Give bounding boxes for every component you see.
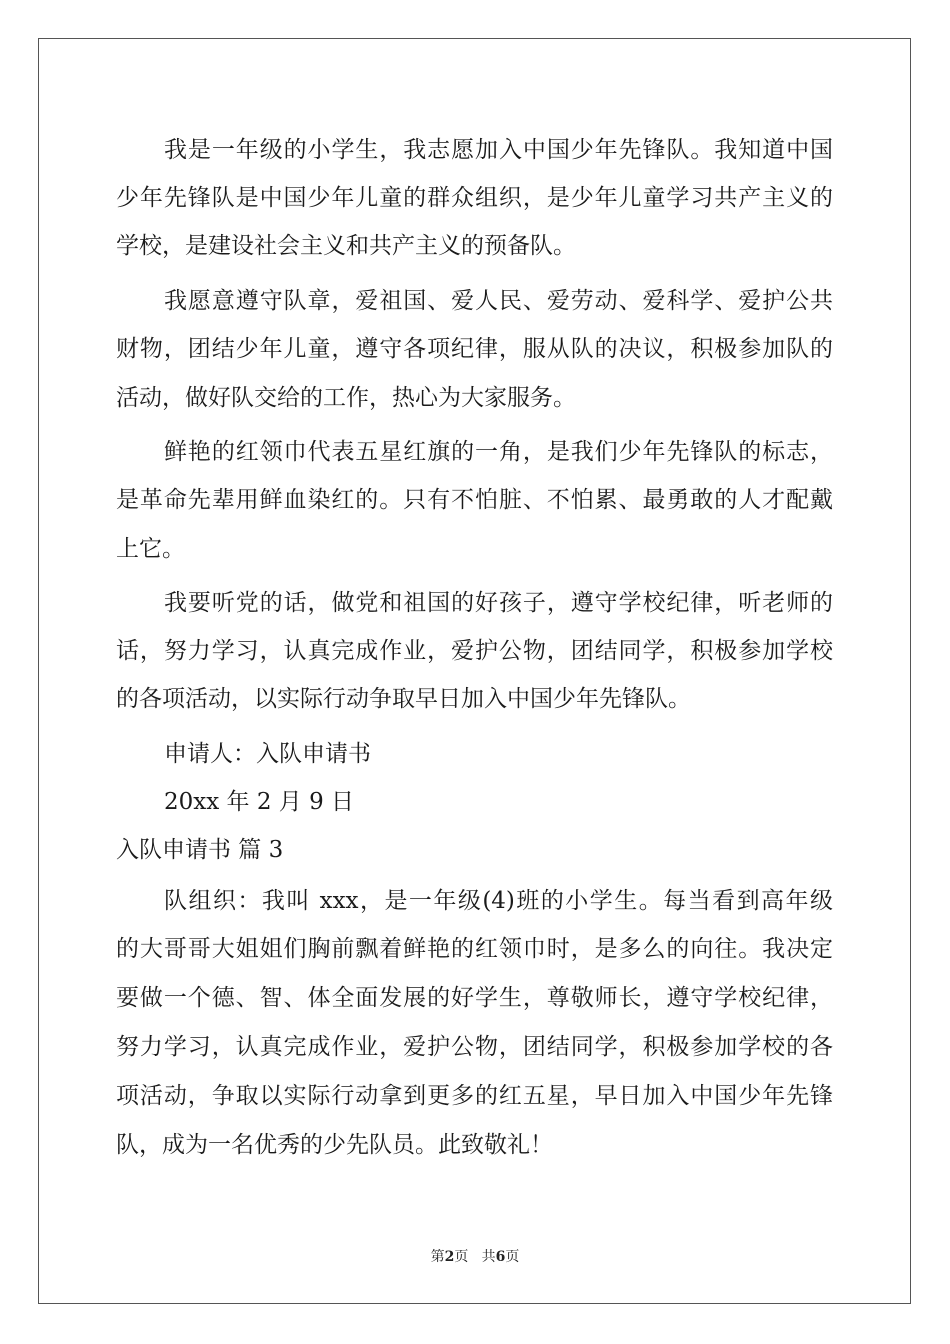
paragraph-4-line-3: 的各项活动，以实际行动争取早日加入中国少年先锋队。 <box>116 686 691 712</box>
footer-total-prefix: 共 <box>481 1249 496 1265</box>
paragraph-3-line-1: 鲜艳的红领巾代表五星红旗的一角，是我们少年先锋队的标志， <box>164 439 833 465</box>
paragraph-5-line-3: 要做一个德、智、体全面发展的好学生，尊敬师长，遵守学校纪律， <box>116 985 833 1011</box>
page-footer <box>0 1248 950 1266</box>
footer-total-pages: 6 <box>495 1249 506 1265</box>
paragraph-4-line-2: 话，努力学习，认真完成作业，爱护公物，团结同学，积极参加学校 <box>116 638 833 664</box>
paragraph-1-line-3: 学校，是建设社会主义和共产主义的预备队。 <box>116 233 576 259</box>
paragraph-5-line-2: 的大哥哥大姐姐们胸前飘着鲜艳的红领巾时，是多么的向往。我决定 <box>116 936 833 962</box>
page-frame <box>38 38 911 1304</box>
paragraph-3-line-3: 上它。 <box>116 536 185 562</box>
paragraph-1-line-2: 少年先锋队是中国少年儿童的群众组织，是少年儿童学习共产主义的 <box>116 185 833 211</box>
paragraph-5-line-6: 队，成为一名优秀的少先队员。此致敬礼！ <box>116 1132 553 1158</box>
paragraph-5-line-1: 队组织：我叫 xxx，是一年级(4)班的小学生。每当看到高年级 <box>164 888 833 914</box>
paragraph-4-line-1: 我要听党的话，做党和祖国的好孩子，遵守学校纪律，听老师的 <box>164 590 833 616</box>
paragraph-5-line-5: 项活动，争取以实际行动拿到更多的红五星，早日加入中国少年先锋 <box>116 1083 833 1109</box>
footer-total-unit: 页 <box>505 1249 520 1265</box>
paragraph-1-line-1: 我是一年级的小学生，我志愿加入中国少年先锋队。我知道中国 <box>164 137 833 163</box>
footer-prefix: 第 <box>430 1249 445 1265</box>
footer-page-number: 2 <box>444 1249 455 1265</box>
paragraph-2-line-3: 活动，做好队交给的工作，热心为大家服务。 <box>116 385 576 411</box>
applicant-signature: 申请人：入队申请书 <box>164 741 371 767</box>
application-date: 20xx 年 2 月 9 日 <box>164 789 355 815</box>
paragraph-5-line-4: 努力学习，认真完成作业，爱护公物，团结同学，积极参加学校的各 <box>116 1034 833 1060</box>
paragraph-2-line-1: 我愿意遵守队章，爱祖国、爱人民、爱劳动、爱科学、爱护公共 <box>164 288 833 314</box>
paragraph-3-line-2: 是革命先辈用鲜血染红的。只有不怕脏、不怕累、最勇敢的人才配戴 <box>116 487 833 513</box>
section-heading: 入队申请书 篇 3 <box>116 837 284 863</box>
paragraph-2-line-2: 财物，团结少年儿童，遵守各项纪律，服从队的决议，积极参加队的 <box>116 336 833 362</box>
footer-page-unit: 页 <box>454 1249 469 1265</box>
